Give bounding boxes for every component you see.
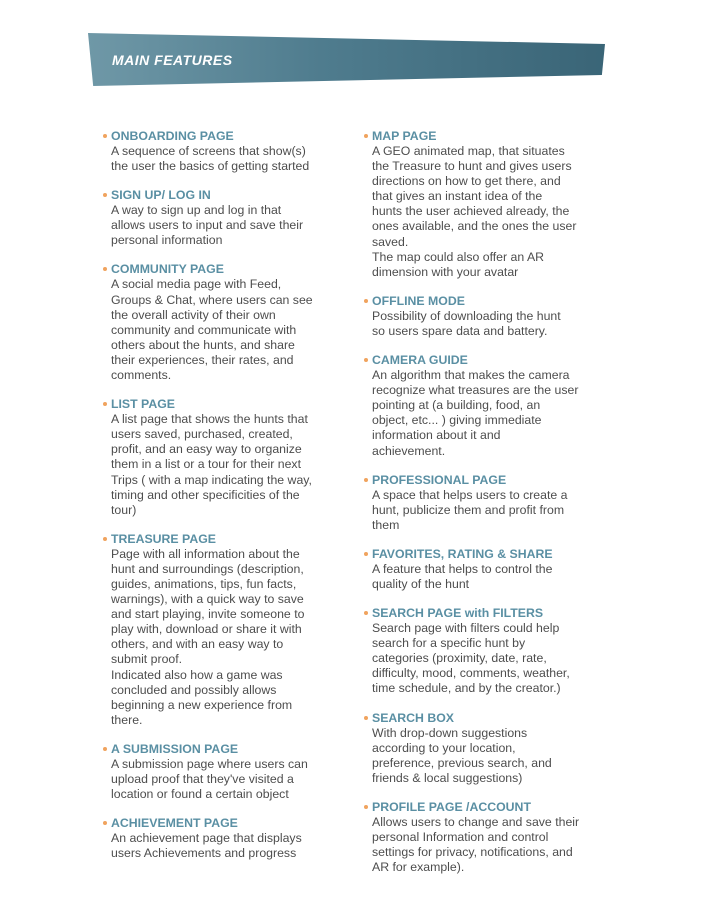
bullet-dot-icon <box>103 134 107 138</box>
feature-item <box>364 606 584 696</box>
bullet-dot-icon <box>103 402 107 406</box>
bullet-dot-icon <box>364 299 368 303</box>
feature-item <box>103 742 323 802</box>
feature-item <box>103 262 323 383</box>
feature-title: COMMUNITY PAGE <box>111 262 224 277</box>
feature-description: A list page that shows the hunts that users saved, purchased, created, profit, and an easy way to organize them in a list or a tour for their next Trips ( with a map indicating the way, timing and other specificities of the tour) <box>111 412 312 517</box>
feature-item <box>364 547 584 592</box>
feature-description: A GEO animated map, that situates the Treasure to hunt and gives users directions on how to get there, and that gives an instant idea of the hunts the user achieved already, the ones available, and the ones the user saved. The map could also offer an AR dimension with your avatar <box>372 144 577 279</box>
feature-title: ONBOARDING PAGE <box>111 129 234 143</box>
feature-title: TREASURE PAGE <box>111 531 216 546</box>
bullet-dot-icon <box>103 821 107 825</box>
feature-description: Page with all information about the hunt and surroundings (description, guides, animations, tips, fun facts, warnings), with a quick way to save and start playing, invite someone to play with, download or share it with others, and with an easy way to submit proof. Indicated also how a game was concluded and possibly allows beginning a new experience from there. <box>111 546 305 727</box>
bullet-dot-icon <box>103 267 107 271</box>
bullet-dot-icon <box>364 805 368 809</box>
features-right-column <box>364 129 584 889</box>
feature-title: FAVORITES, RATING & SHARE <box>372 546 553 561</box>
feature-description: A way to sign up and log in that allows users to input and save their personal information <box>111 203 304 248</box>
feature-title: SEARCH PAGE with FILTERS <box>372 606 544 621</box>
page-title: MAIN FEATURES <box>112 52 233 68</box>
features-left-column <box>103 129 323 875</box>
feature-item <box>364 129 584 280</box>
feature-description: A social media page with Feed, Groups & Chat, where users can see the overall activity of their own community and communicate with others about the hunts, and share their experiences, their rates, and comments. <box>111 277 313 383</box>
feature-title: CAMERA GUIDE <box>372 353 468 368</box>
feature-description: A sequence of screens that show(s) the user the basics of getting started <box>111 144 310 174</box>
feature-item <box>103 188 323 248</box>
feature-title: OFFLINE MODE <box>372 293 465 308</box>
bullet-dot-icon <box>103 193 107 197</box>
feature-item <box>364 473 584 533</box>
feature-description: With drop-down suggestions according to your location, preference, previous search, and friends & local suggestions) <box>372 725 552 785</box>
bullet-dot-icon <box>364 134 368 138</box>
feature-description: An achievement page that displays users Achievements and progress <box>111 831 302 861</box>
feature-item <box>103 532 323 728</box>
bullet-dot-icon <box>364 611 368 615</box>
bullet-dot-icon <box>103 537 107 541</box>
feature-title: PROFILE PAGE /ACCOUNT <box>372 799 531 814</box>
feature-description: Allows users to change and save their personal Information and control settings for privacy, notifications, and AR for example). <box>372 814 580 875</box>
feature-title: MAP PAGE <box>372 129 437 143</box>
feature-item <box>103 397 323 518</box>
bullet-dot-icon <box>103 747 107 751</box>
feature-description: A submission page where users can upload proof that they've visited a location or found a certain object <box>111 756 308 802</box>
bullet-dot-icon <box>364 716 368 720</box>
feature-description: An algorithm that makes the camera recognize what treasures are the user pointing at (a building, food, an object, etc... ) giving immediate information about it and achievement. <box>372 368 579 458</box>
feature-description: A space that helps users to create a hunt, publicize them and profit from them <box>372 487 568 532</box>
feature-item <box>103 129 323 174</box>
feature-title: SEARCH BOX <box>372 710 454 725</box>
feature-description: A feature that helps to control the quality of the hunt <box>372 561 553 591</box>
feature-description: Possibility of downloading the hunt so users spare data and battery. <box>372 308 561 338</box>
feature-title: LIST PAGE <box>111 397 175 412</box>
feature-item <box>364 800 584 875</box>
feature-item <box>364 294 584 339</box>
feature-description: Search page with filters could help search for a specific hunt by categories (proximity, date, rate, difficulty, mood, comments, weather, time schedule, and by the creator.) <box>372 621 570 696</box>
feature-title: A SUBMISSION PAGE <box>111 741 239 756</box>
feature-item <box>103 816 323 861</box>
feature-title: PROFESSIONAL PAGE <box>372 472 507 487</box>
bullet-dot-icon <box>364 478 368 482</box>
feature-item <box>364 711 584 786</box>
feature-item <box>364 353 584 459</box>
feature-title: SIGN UP/ LOG IN <box>111 188 211 203</box>
bullet-dot-icon <box>364 358 368 362</box>
feature-title: ACHIEVEMENT PAGE <box>111 816 238 831</box>
bullet-dot-icon <box>364 552 368 556</box>
